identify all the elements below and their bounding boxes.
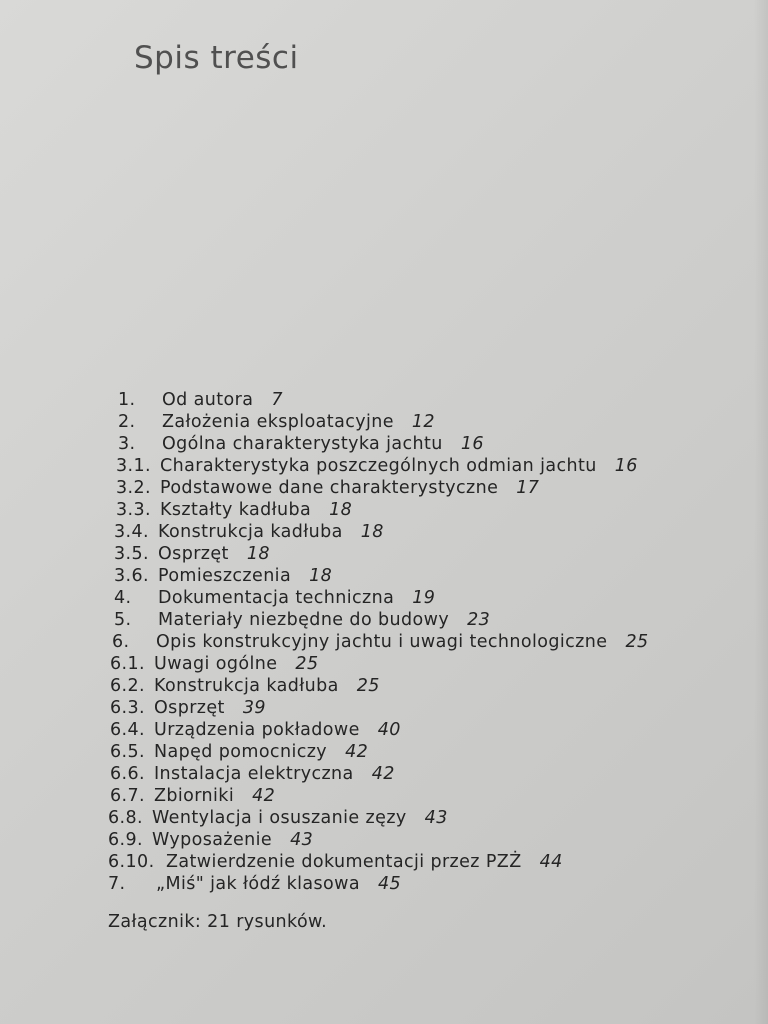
- toc-entry-title: Kształty kadłuba: [160, 500, 312, 520]
- toc-entry-title: Konstrukcja kadłuba: [158, 522, 343, 542]
- toc-entry-text-wrapper: [156, 873, 401, 895]
- toc-entry-title: Zbiorniki: [154, 786, 235, 806]
- toc-entry-page: 39: [242, 698, 266, 718]
- toc-entry-text-wrapper: [152, 829, 313, 851]
- annex-note: Załącznik: 21 rysunków.: [108, 912, 328, 932]
- toc-entry-page: 7: [271, 390, 283, 410]
- toc-entry-text-wrapper: [162, 433, 484, 455]
- toc-entry-page: 18: [329, 500, 353, 520]
- toc-entry-page: 17: [516, 478, 540, 498]
- toc-entry-title: Wyposażenie: [152, 830, 273, 850]
- toc-entry-title: Konstrukcja kadłuba: [154, 676, 339, 696]
- toc-entry-number: 5.: [114, 610, 132, 630]
- toc-entry-title: Założenia eksploatacyjne: [162, 412, 394, 432]
- toc-entry-number: 6.1.: [110, 654, 145, 674]
- toc-entry-page: 42: [345, 742, 369, 762]
- toc-entry-text-wrapper: [156, 631, 649, 653]
- toc-entry-number: 3.4.: [114, 522, 149, 542]
- toc-entry-title: Zatwierdzenie dokumentacji przez PZŻ: [166, 852, 522, 872]
- toc-entry-title: Pomieszczenia: [158, 566, 292, 586]
- toc-entry-text-wrapper: [154, 785, 275, 807]
- toc-entry-page: 16: [460, 434, 484, 454]
- toc-entry-title: Materiały niezbędne do budowy: [158, 610, 450, 630]
- toc-entry-text-wrapper: [154, 741, 368, 763]
- toc-entry-title: Wentylacja i osuszanie zęzy: [152, 808, 407, 828]
- toc-entry-number: 6.6.: [110, 764, 145, 784]
- toc-entry-text-wrapper: [154, 653, 319, 675]
- toc-entry-title: Opis konstrukcyjny jachtu i uwagi technologiczne: [156, 632, 608, 652]
- toc-entry-number: 6.9.: [108, 830, 143, 850]
- toc-entry-title: Instalacja elektryczna: [154, 764, 354, 784]
- toc-entry-page: 40: [377, 720, 401, 740]
- toc-entry-text-wrapper: [154, 675, 380, 697]
- toc-entry-text-wrapper: [160, 455, 638, 477]
- toc-entry-number: 6.5.: [110, 742, 145, 762]
- toc-entry-text-wrapper: [158, 565, 332, 587]
- toc-entry-page: 12: [411, 412, 435, 432]
- toc-entry-text-wrapper: [158, 543, 270, 565]
- toc-entry-page: 43: [290, 830, 314, 850]
- toc-entry-number: 6.8.: [108, 808, 143, 828]
- toc-entry-page: 18: [246, 544, 270, 564]
- toc-entry-number: 3.5.: [114, 544, 149, 564]
- toc-entry-title: Napęd pomocniczy: [154, 742, 328, 762]
- toc-entry-text-wrapper: [158, 609, 490, 631]
- toc-entry-number: 4.: [114, 588, 132, 608]
- toc-entry-number: 3.6.: [114, 566, 149, 586]
- page-edge-shadow: [754, 0, 768, 1024]
- toc-entry-title: Charakterystyka poszczególnych odmian jachtu: [160, 456, 597, 476]
- toc-entry-title: Ogólna charakterystyka jachtu: [162, 434, 443, 454]
- toc-entry-text-wrapper: [160, 477, 539, 499]
- toc-entry-page: 45: [377, 874, 402, 894]
- toc-entry-title: Osprzęt: [158, 544, 229, 564]
- toc-entry-page: 44: [539, 852, 563, 872]
- page-title: Spis treści: [134, 40, 299, 76]
- toc-entry-number: 6.10.: [108, 852, 155, 872]
- toc-entry-number: 6.4.: [110, 720, 145, 740]
- toc-entry-title: Podstawowe dane charakterystyczne: [160, 478, 499, 498]
- toc-entry-number: 1.: [118, 390, 136, 410]
- toc-entry-text-wrapper: [154, 763, 395, 785]
- toc-entry-text-wrapper: [162, 411, 435, 433]
- toc-entry-page: 25: [625, 632, 649, 652]
- toc-entry-number: 2.: [118, 412, 136, 432]
- toc-entry-number: 3.: [118, 434, 136, 454]
- toc-entry-title: Od autora: [162, 390, 254, 410]
- toc-entry-page: 23: [467, 610, 491, 630]
- toc-entry-page: 25: [295, 654, 319, 674]
- toc-entry-page: 42: [252, 786, 276, 806]
- toc-entry-text-wrapper: [152, 807, 448, 829]
- toc-entry-text-wrapper: [158, 521, 384, 543]
- toc-entry-text-wrapper: [162, 389, 283, 411]
- toc-entry-number: 6.2.: [110, 676, 145, 696]
- toc-entry-number: 6.: [112, 632, 130, 652]
- toc-entry-text-wrapper: [154, 697, 266, 719]
- toc-entry-text-wrapper: [154, 719, 401, 741]
- toc-entry-number: 6.3.: [110, 698, 145, 718]
- toc-entry-page: 42: [371, 764, 395, 784]
- toc-entry-number: 3.1.: [116, 456, 151, 476]
- toc-entry-text-wrapper: [158, 587, 435, 609]
- toc-entry-number: 3.3.: [116, 500, 151, 520]
- toc-entry-title: Dokumentacja techniczna: [158, 588, 395, 608]
- toc-entry-title: Osprzęt: [154, 698, 225, 718]
- toc-entry-page: 18: [309, 566, 333, 586]
- toc-entry-text-wrapper: [160, 499, 352, 521]
- toc-entry-title: Uwagi ogólne: [154, 654, 278, 674]
- toc-entry-page: 19: [412, 588, 436, 608]
- toc-entry-number: 7.: [108, 874, 126, 894]
- toc-entry-page: 16: [614, 456, 638, 476]
- toc-entry-text-wrapper: [166, 851, 563, 873]
- toc-entry-title: Urządzenia pokładowe: [154, 720, 360, 740]
- toc-entry-page: 25: [356, 676, 380, 696]
- toc-entry-page: 43: [424, 808, 448, 828]
- toc-entry-page: 18: [360, 522, 384, 542]
- toc-entry-number: 3.2.: [116, 478, 151, 498]
- toc-entry-title: „Miś" jak łódź klasowa: [156, 874, 360, 894]
- toc-entry-number: 6.7.: [110, 786, 145, 806]
